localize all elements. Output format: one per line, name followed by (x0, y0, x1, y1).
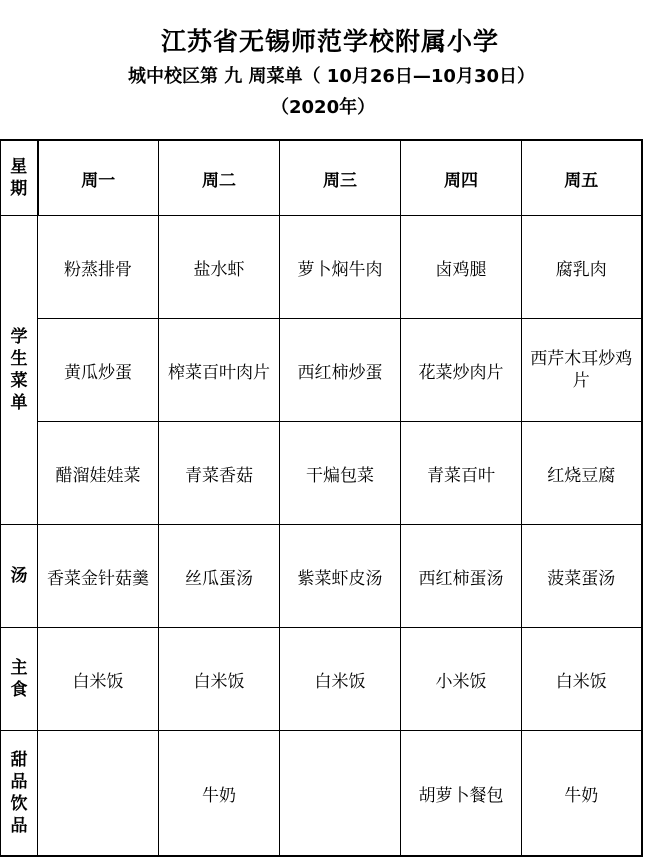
menu-cell: 牛奶 (159, 731, 280, 857)
menu-cell: 西芹木耳炒鸡片 (522, 319, 642, 422)
category-dessert (1, 731, 38, 857)
soup-row (1, 525, 642, 628)
category-soup-label: 汤 (10, 566, 28, 586)
corner-label: 星期 (10, 157, 28, 199)
menu-cell: 卤鸡腿 (401, 216, 522, 319)
corner-cell (1, 140, 38, 216)
year-label: （2020年） (271, 97, 376, 118)
menu-cell: 白米饭 (159, 628, 280, 731)
day-header-tue: 周二 (159, 140, 280, 216)
menu-cell: 丝瓜蛋汤 (159, 525, 280, 628)
page-title: 江苏省无锡师范学校附属小学 (160, 27, 499, 56)
day-header-thu: 周四 (401, 140, 522, 216)
day-header-fri: 周五 (522, 140, 642, 216)
day-header-wed: 周三 (280, 140, 401, 216)
menu-cell: 白米饭 (522, 628, 642, 731)
menu-cell: 青菜百叶 (401, 422, 522, 525)
menu-cell: 盐水虾 (159, 216, 280, 319)
menu-cell (280, 731, 401, 857)
menu-cell: 菠菜蛋汤 (522, 525, 642, 628)
menu-cell: 红烧豆腐 (522, 422, 642, 525)
menu-cell: 榨菜百叶肉片 (159, 319, 280, 422)
dessert-row (1, 731, 642, 857)
menu-cell: 花菜炒肉片 (401, 319, 522, 422)
student-row-1 (1, 216, 642, 319)
menu-cell: 香菜金针菇羹 (38, 525, 159, 628)
menu-cell: 黄瓜炒蛋 (38, 319, 159, 422)
menu-cell: 紫菜虾皮汤 (280, 525, 401, 628)
menu-cell: 醋溜娃娃菜 (38, 422, 159, 525)
menu-cell: 西红柿炒蛋 (280, 319, 401, 422)
header-row (1, 140, 642, 216)
category-student (1, 216, 38, 525)
student-row-3 (1, 422, 642, 525)
category-student-label: 学生菜单 (10, 327, 28, 413)
staple-row (1, 628, 642, 731)
menu-cell: 白米饭 (38, 628, 159, 731)
weekly-menu-table (0, 139, 643, 857)
day-header-mon: 周一 (38, 140, 159, 216)
category-staple (1, 628, 38, 731)
menu-cell: 白米饭 (280, 628, 401, 731)
menu-cell: 萝卜焖牛肉 (280, 216, 401, 319)
menu-cell: 粉蒸排骨 (38, 216, 159, 319)
menu-cell: 干煸包菜 (280, 422, 401, 525)
category-soup (1, 525, 38, 628)
category-staple-label: 主食 (10, 658, 28, 700)
menu-cell: 小米饭 (401, 628, 522, 731)
menu-cell: 西红柿蛋汤 (401, 525, 522, 628)
menu-cell (38, 731, 159, 857)
category-dessert-label: 甜品饮品 (10, 750, 28, 836)
menu-cell: 胡萝卜餐包 (401, 731, 522, 857)
menu-cell: 青菜香菇 (159, 422, 280, 525)
menu-cell: 腐乳肉 (522, 216, 642, 319)
page-subtitle: 城中校区第 九 周菜单（ 10月26日—10月30日） (128, 66, 535, 87)
student-row-2 (1, 319, 642, 422)
menu-cell: 牛奶 (522, 731, 642, 857)
